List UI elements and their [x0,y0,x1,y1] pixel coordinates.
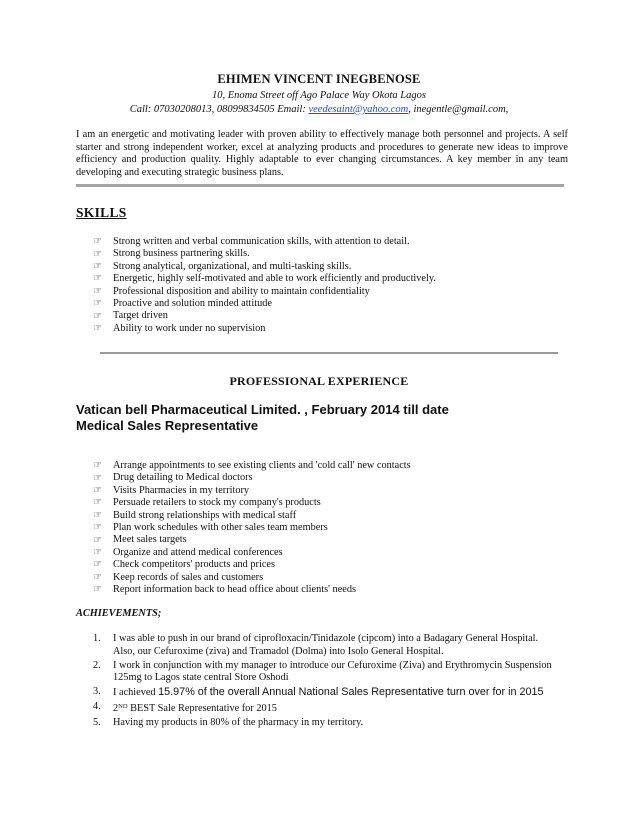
pointing-hand-icon: ☞ [93,310,102,322]
pointing-hand-icon: ☞ [93,522,102,534]
achievement-text-rest: BEST Sale Representative for 2015 [127,703,277,715]
job-role: Medical Sales Representative [76,418,259,433]
achievement-text [113,701,553,716]
company-line: Vatican bell Pharmaceutical Limited. , February 2014 till date [76,402,449,417]
pointing-hand-icon: ☞ [93,248,102,260]
duty-text: Persuade retailers to stock my company's products [113,497,321,509]
achievement-text: Having my products in 80% of the pharmacy in my territory. [113,717,364,729]
divider [100,352,558,354]
pointing-hand-icon: ☞ [93,260,102,272]
list-item [93,559,411,571]
pointing-hand-icon: ☞ [93,534,102,546]
pointing-hand-icon: ☞ [93,273,102,285]
pointing-hand-icon: ☞ [93,546,102,558]
list-item [93,472,411,484]
list-item [93,584,411,596]
duties-list [93,460,411,596]
pointing-hand-icon: ☞ [93,509,102,521]
ordinal-suffix: ND [118,703,128,711]
pointing-hand-icon: ☞ [93,584,102,596]
duty-text: Report information back to head office about clients' needs [113,583,356,595]
achievement-text-lead: I achieved [113,687,159,699]
achievement-text: I was able to push in our brand of ciprofloxacin/Tinidazole (cipcom) into a Badagary General Hospital. Also, our Cefuroxime (ziva) and Tramadol (Dolma) into Isolo General Hospital. [113,633,539,657]
list-item [93,298,436,310]
list-item [93,310,436,322]
list-item [93,261,436,273]
item-number: 1. [93,633,101,644]
achievements-list [93,633,553,731]
pointing-hand-icon: ☞ [93,559,102,571]
skill-text: Ability to work under no supervision [113,322,266,334]
list-item [93,660,553,685]
list-item [93,510,411,522]
list-item [93,522,411,534]
duty-text: Plan work schedules with other sales team members [113,521,328,533]
list-item [93,497,411,509]
duty-text: Visits Pharmacies in my territory [113,484,250,496]
contact-line [0,104,638,115]
skill-text: Strong written and verbal communication skills, with attention to detail. [113,236,410,247]
list-item [93,485,411,497]
item-number: 3. [93,686,101,698]
pointing-hand-icon: ☞ [93,285,102,297]
item-number: 4. [93,701,101,713]
achievements-heading: ACHIEVEMENTS; [76,608,162,619]
list-item [93,633,553,658]
pointing-hand-icon: ☞ [93,484,102,496]
pointing-hand-icon: ☞ [93,322,102,334]
duty-text: Arrange appointments to see existing clients and 'cold call' new contacts [113,460,411,471]
email-secondary: , inegentle@gmail.com, [408,104,509,115]
list-item [93,717,553,730]
duty-text: Drug detailing to Medical doctors [113,472,253,484]
list-item [93,686,553,700]
list-item [93,248,436,260]
list-item [93,547,411,559]
duty-text: Meet sales targets [113,534,187,546]
pointing-hand-icon: ☞ [93,472,102,484]
email-link[interactable]: veedesaint@yahoo.com [308,104,409,115]
list-item [93,323,436,335]
list-item [93,460,411,472]
item-number: 5. [93,717,101,729]
job-heading [76,402,449,434]
pointing-hand-icon: ☞ [93,571,102,583]
list-item [93,236,436,248]
skill-text: Target driven [113,310,168,322]
experience-heading: PROFESSIONAL EXPERIENCE [229,374,409,388]
duty-text: Organize and attend medical conferences [113,546,283,558]
list-item [93,286,436,298]
skill-text: Proactive and solution minded attitude [113,297,272,309]
duty-text: Keep records of sales and customers [113,571,264,583]
pointing-hand-icon: ☞ [93,298,102,310]
skills-heading: SKILLS [76,205,127,220]
phone-text: Call: 07030208013, 08099834505 Email: [129,104,309,115]
list-item [93,701,553,716]
achievement-text [113,686,553,700]
pointing-hand-icon: ☞ [93,460,102,472]
list-item [93,572,411,584]
skill-text: Professional disposition and ability to maintain confidentiality [113,285,370,297]
profile-summary: I am an energetic and motivating leader with proven ability to effectively manage both personnel and projects. A self starter and strong independent worker, excel at analyzing products and procedures to generate new ideas to improve efficiency and production quality. Highly adaptable to ever changing circumstances. A key member in any team developing and executing strategic business plans. [76,129,568,178]
list-item [93,534,411,546]
pointing-hand-icon: ☞ [93,236,102,248]
pointing-hand-icon: ☞ [93,497,102,509]
divider [76,184,564,187]
duty-text: Build strong relationships with medical staff [113,509,297,521]
list-item [93,273,436,285]
skill-text: Strong analytical, organizational, and multi-tasking skills. [113,260,352,272]
skills-list [93,236,436,335]
address-line: 10, Enoma Street off Ago Palace Way Okota Lagos [212,90,426,101]
item-number: 2. [93,659,101,671]
achievement-text: I work in conjunction with my manager to introduce our Cefuroxime (Ziva) and Erythromycin Suspension 125mg to Lagos state central Store Oshodi [113,659,552,684]
skill-text: Energetic, highly self-motivated and able to work efficiently and productively. [113,273,436,285]
candidate-name: EHIMEN VINCENT INEGBENOSE [217,72,421,86]
achievement-rank: 2 [113,703,119,715]
achievement-text-highlight: 15.97% of the overall Annual National Sales Representative turn over for in 2015 [158,686,544,699]
duty-text: Check competitors' products and prices [113,559,275,571]
skill-text: Strong business partnering skills. [113,248,250,260]
